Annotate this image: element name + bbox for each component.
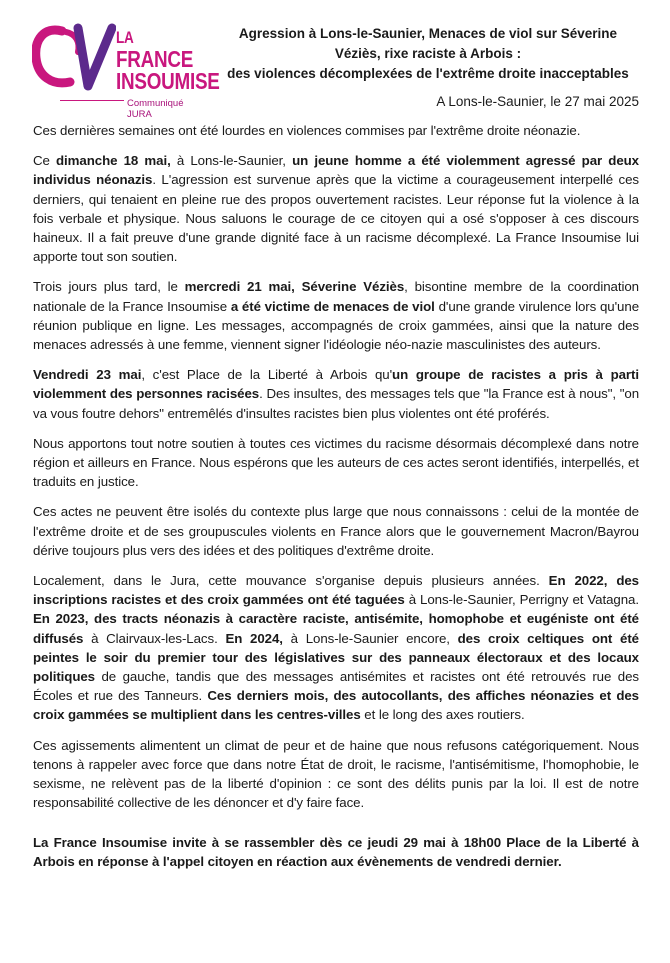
bold-run: En 2023, des tracts néonazis à caractère raciste, antisémite, homophobe et eugéniste ont été diffusés — [33, 611, 639, 646]
text-run: Ces actes ne peuvent être isolés du contexte plus large que nous connaissons : celui de la montée de l'extrême droite et de ses groupuscules violents en France alors que le gouvernement Macron/Bayrou dérive toujours plus vers des idées et des politiques d'extrême droite. — [33, 504, 639, 558]
paragraph-menaces-viol — [33, 277, 639, 354]
text-run: . L'agression est survenue après que la victime a courageusement interpellé ces derniers, qui tenaient en pleine rue des propos ouvertement racistes. Leur réponse fut la violence à la fois verbale et physique. Nous saluons le courage de ce citoyen qui a osé s'opposer à ces discours haineux. Il a fait preuve d'une grande dignité face à un racisme décomplexé. La France Insoumise lui apporte tout son soutien. — [33, 172, 639, 265]
phi-logo-icon — [32, 22, 116, 96]
text-run: Ces dernières semaines ont été lourdes en violences commises par l'extrême droite néonazie. — [33, 123, 581, 138]
logo-line-la: LA — [116, 29, 134, 47]
paragraph-lons-agression — [33, 151, 639, 266]
title-line-1: Agression à Lons-le-Saunier, Menaces de viol sur Séverine — [238, 26, 618, 41]
title-line-3: des violences décomplexées de l'extrême droite inacceptables — [227, 66, 629, 81]
text-run: à Clairvaux-les-Lacs. — [83, 630, 226, 646]
paragraph-etat-de-droit — [33, 736, 639, 813]
text-run: à Lons-le-Saunier, — [170, 153, 293, 169]
logo-line-france: FRANCE — [116, 45, 194, 72]
paragraph-appel-rassemblement — [33, 833, 639, 871]
text-run: . Des insultes, des messages tels que "la France est à nous", "on va vous foutre dehors" entremêlés d'insultes racistes bien plus violentes ont été proférés. — [33, 386, 640, 421]
logo-subtitle: Communiqué JURA — [124, 98, 204, 120]
text-run: Nous apportons tout notre soutien à toutes ces victimes du racisme désormais décomplexé dans notre région et ailleurs en France. Nous espérons que les auteurs de ces actes seront identifiés, interpellés, et traduits en justice. — [33, 435, 639, 490]
text-run: d'une grande virulence lors qu'une réunion publique en ligne. Les messages, accompagnés de croix gammées, ainsi que la nature des menaces adressés à une femme, viennent signer l'idéologie néo-nazie masculinistes des auteurs. — [33, 298, 640, 353]
text-run: de gauche, tandis que des messages antisémites et racistes ont été retrouvés rue des Écoles et rue des Tanneurs. — [33, 669, 639, 704]
text-run: Ces agissements alimentent un climat de peur et de haine que nous refusons catégoriquement. Nous tenons à rappeler avec force que dans notre État de droit, le racisme, l'antisémitisme, l'homophobie, le sexisme, ne relèvent pas de la liberté d'opinion : ce sont des délits punis par la loi. Il est de notre responsabilité collective de les dénoncer et d'y faire face. — [33, 737, 639, 811]
text-run: à Lons-le-Saunier, Perrigny et Vatagna. — [404, 592, 639, 608]
bold-run: En 2024, — [225, 630, 283, 646]
title-line-2: Véziès, rixe raciste à Arbois : — [334, 46, 522, 61]
paragraph-soutien — [33, 434, 639, 492]
paragraph-intro — [33, 121, 639, 140]
text-run: à Lons-le-Saunier encore, — [282, 630, 458, 646]
text-run: , bisontine membre de la coordination nationale de la France Insoumise — [33, 279, 639, 314]
article-body — [33, 121, 639, 882]
logo-line-insoumise: INSOUMISE — [116, 67, 220, 94]
paragraph-contexte — [33, 502, 639, 560]
text-run: Localement, dans le Jura, cette mouvance s'organise depuis plusieurs années. — [33, 573, 549, 589]
bold-run: un groupe de racistes a pris à parti violemment des personnes racisées — [33, 367, 639, 402]
dateline: A Lons-le-Saunier, le 27 mai 2025 — [436, 94, 639, 109]
bold-run: a été victime de menaces de viol — [230, 298, 435, 314]
bold-run: Vendredi 23 mai — [33, 367, 142, 383]
lfi-logo — [32, 22, 220, 120]
bold-run: mercredi 21 mai, Séverine Véziès — [184, 279, 405, 295]
text-run: Trois jours plus tard, le — [33, 279, 185, 295]
text-run: et le long des axes routiers. — [360, 707, 525, 723]
text-run: Ce — [33, 153, 57, 169]
text-run: , c'est Place de la Liberté à Arbois qu' — [141, 367, 393, 383]
paragraph-arbois — [33, 365, 639, 423]
bold-run: En 2022, des inscriptions racistes et des croix gammées ont été taguées — [33, 573, 640, 608]
bold-run: La France Insoumise invite à se rassembler dès ce jeudi 29 mai à 18h00 Place de la Liberté à Arbois en réponse à l'appel citoyen en réaction aux évènements de vendredi dernier. — [33, 834, 639, 869]
page-title — [214, 24, 642, 84]
bold-run: un jeune homme a été violemment agressé par deux individus néonazis — [33, 153, 639, 188]
logo-wordmark — [116, 30, 220, 92]
bold-run: Ces derniers mois, des autocollants, des affiches néonazies et des croix gammées se multiplient dans les centres-villes — [33, 688, 639, 723]
bold-run: des croix celtiques ont été peintes le soir du premier tour des législatives sur des panneaux électoraux et des locaux politiques — [33, 630, 639, 685]
paragraph-jura-historique — [33, 571, 639, 725]
bold-run: dimanche 18 mai, — [56, 153, 171, 169]
